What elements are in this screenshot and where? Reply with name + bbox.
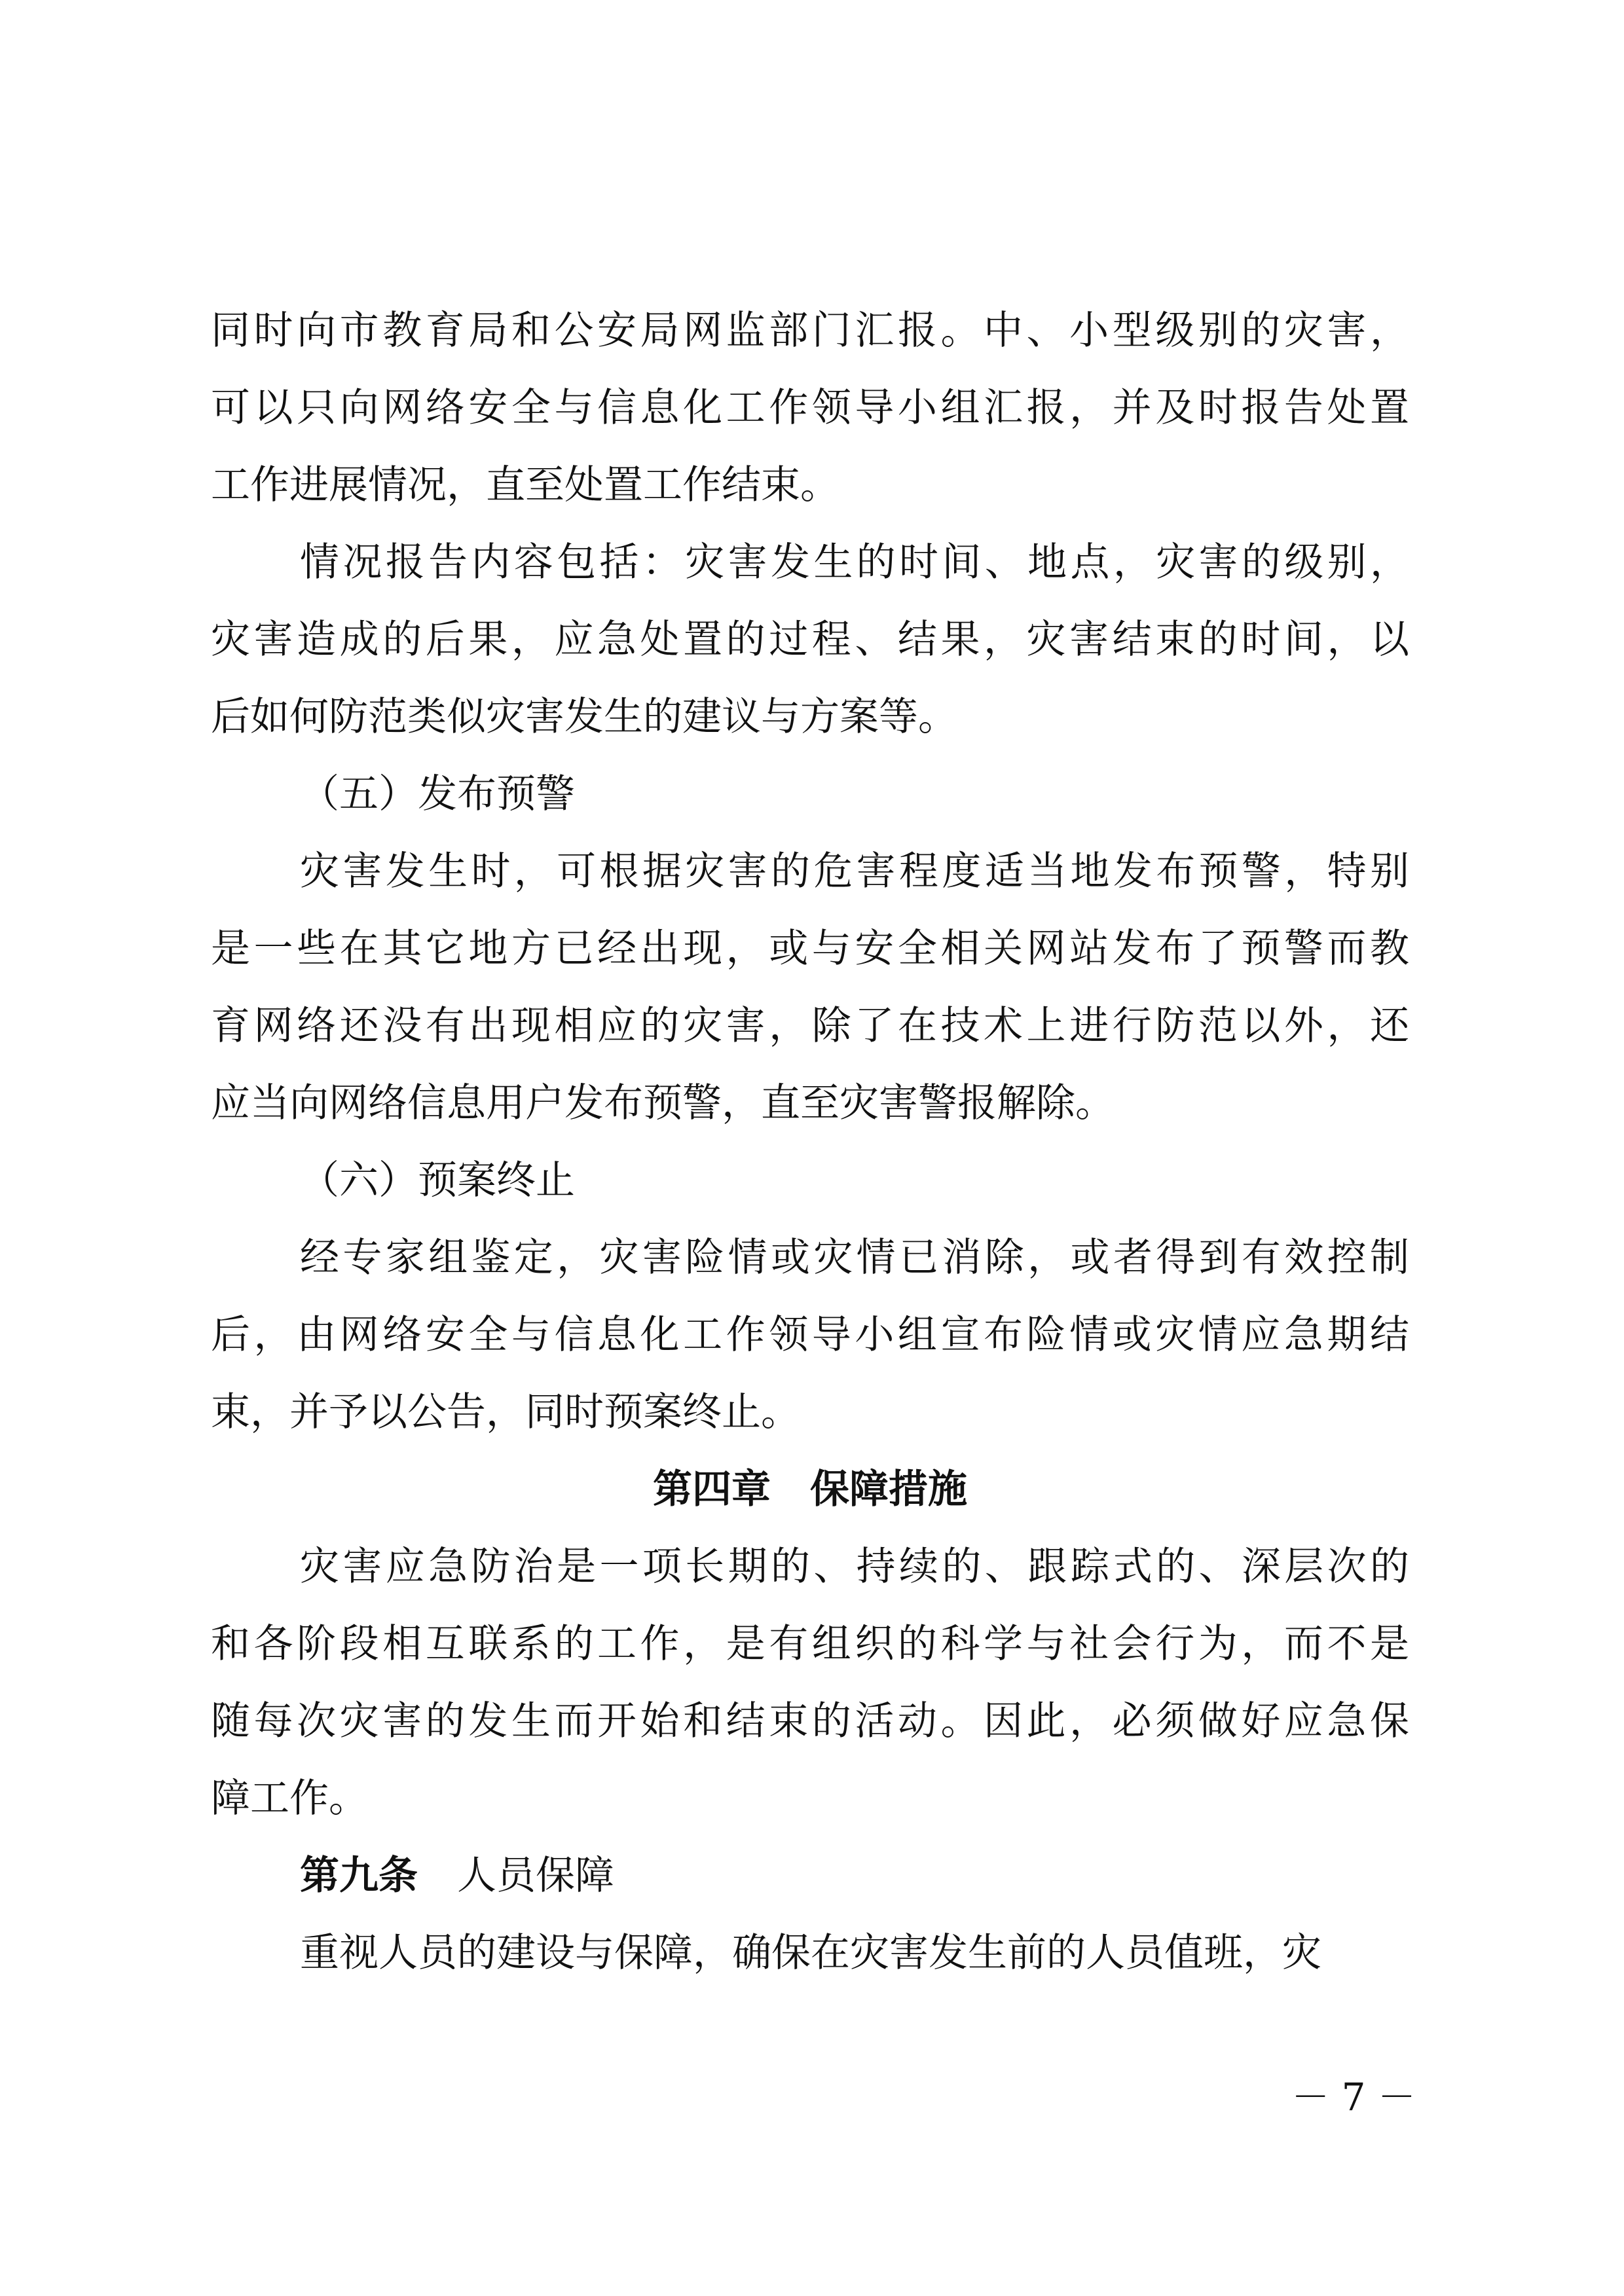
text-line: 后如何防范类似灾害发生的建议与方案等。 [211, 694, 957, 740]
text-line: 束，并予以公告，同时预案终止。 [211, 1389, 800, 1435]
document-body [211, 292, 1409, 1992]
text-line: 育网络还没有出现相应的灾害，除了在技术上进行防范以外，还 [211, 1003, 1409, 1049]
page-number: － 7 － [1291, 2075, 1416, 2119]
text-line: 灾害造成的后果，应急处置的过程、结果，灾害结束的时间，以 [211, 617, 1409, 663]
text-line: 可以只向网络安全与信息化工作领导小组汇报，并及时报告处置 [211, 385, 1409, 431]
text-line: 后，由网络安全与信息化工作领导小组宣布险情或灾情应急期结 [211, 1312, 1409, 1358]
section-heading-6: （六）预案终止 [300, 1157, 575, 1203]
section-heading-5: （五）发布预警 [300, 771, 575, 817]
text-line: 经专家组鉴定，灾害险情或灾情已消除，或者得到有效控制 [300, 1235, 1409, 1281]
text-line: 重视人员的建设与保障，确保在灾害发生前的人员值班，灾 [300, 1930, 1321, 1976]
text-line: 障工作。 [211, 1776, 368, 1821]
text-line: 情况报告内容包括：灾害发生的时间、地点，灾害的级别， [300, 539, 1409, 585]
text-line: 是一些在其它地方已经出现，或与安全相关网站发布了预警而教 [211, 926, 1409, 972]
text-line: 灾害发生时，可根据灾害的危害程度适当地发布预警，特别 [300, 848, 1409, 894]
text-line: 同时向市教育局和公安局网监部门汇报。中、小型级别的灾害， [211, 308, 1409, 354]
article-number: 第九条 [300, 1853, 418, 1899]
text-line: 和各阶段相互联系的工作，是有组织的科学与社会行为，而不是 [211, 1621, 1409, 1667]
text-line: 应当向网络信息用户发布预警，直至灾害警报解除。 [211, 1080, 1115, 1126]
text-line: 工作进展情况，直至处置工作结束。 [211, 462, 840, 508]
text-line: 灾害应急防治是一项长期的、持续的、跟踪式的、深层次的 [300, 1544, 1409, 1590]
article-heading [211, 1837, 1409, 1914]
chapter-heading: 第四章 保障措施 [653, 1467, 967, 1512]
text-line: 随每次灾害的发生而开始和结束的活动。因此，必须做好应急保 [211, 1698, 1409, 1744]
article-title: 人员保障 [457, 1853, 614, 1899]
